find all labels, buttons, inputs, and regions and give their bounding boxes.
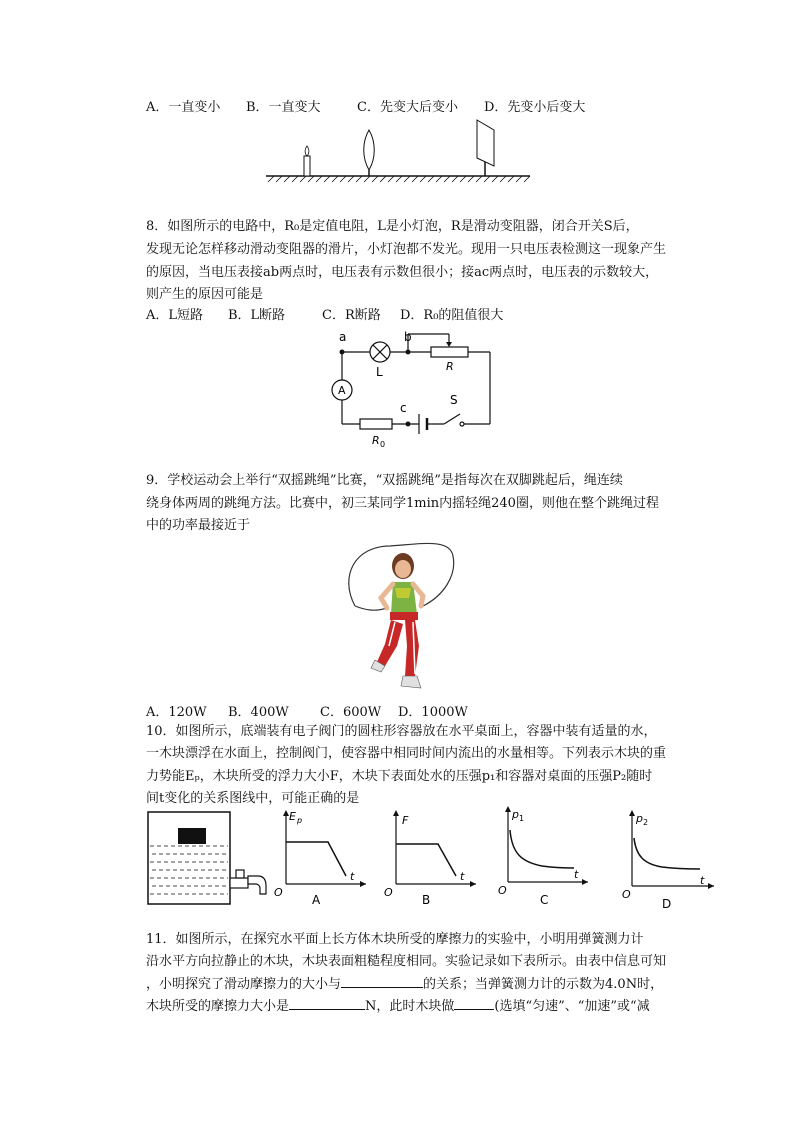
label-c: c — [400, 401, 407, 415]
container-valve-figure — [146, 810, 268, 910]
label-r: R — [446, 360, 454, 373]
q10-line-2: 一木块漂浮在水面上，控制阀门，使容器中相同时间内流出的水量相等。下列表示木块的重 — [146, 746, 667, 761]
q10-line-3: 力势能Eₚ，木块所受的浮力大小F，木块下表面处水的压强p₁和容器对桌面的压强P₂随时 — [146, 769, 653, 784]
circuit-diagram — [318, 326, 500, 448]
graph-b — [382, 806, 482, 910]
graph-d-ylabel: p — [636, 812, 643, 825]
q9-option-b: B．400W — [228, 705, 289, 720]
q7-option-c: C．先变大后变小 — [357, 100, 458, 115]
lamp-icon — [370, 342, 390, 362]
convex-lens-icon — [364, 130, 375, 176]
graph-c — [498, 802, 598, 906]
q11-line-4-mid: N，此时木块做 — [365, 999, 455, 1014]
q11-line-3-start: ，小明探究了滑动摩擦力的大小与 — [146, 977, 342, 992]
graph-c-caption: C — [540, 893, 549, 906]
q8-option-d: D．R₀的阻值很大 — [400, 308, 504, 323]
rope-jumper-illustration — [335, 536, 465, 696]
answer-blank-1[interactable] — [341, 975, 423, 988]
label-r0: R — [372, 434, 380, 447]
node-a — [340, 350, 345, 355]
graph-d-origin: O — [622, 888, 631, 901]
p2-curve — [634, 838, 700, 869]
q7-option-d: D．先变小后变大 — [484, 100, 586, 115]
graph-b-xlabel: t — [460, 870, 465, 883]
graph-d-caption: D — [662, 897, 672, 910]
graph-c-ylabel: p — [512, 808, 519, 821]
ground-hatch — [268, 176, 530, 182]
wood-block — [178, 828, 206, 844]
candle-icon — [304, 146, 310, 176]
q11-line-4-end: (选填“匀速”、“加速”或“减 — [494, 999, 650, 1014]
p1-curve — [510, 830, 574, 868]
graph-b-caption: B — [422, 893, 431, 907]
q7-option-a: A．一直变小 — [146, 100, 221, 115]
screen-icon — [477, 120, 494, 176]
q11-line-3 — [146, 975, 676, 995]
q10-line-1: 10．如图所示，底端装有电子阀门的圆柱形容器放在水平桌面上，容器中装有适量的水， — [146, 724, 657, 739]
graph-b-origin: O — [384, 886, 393, 899]
q8-line-3: 的原因，当电压表接ab两点时，电压表有示数但很小；接ac两点时，电压表的示数较大， — [146, 265, 659, 280]
q11-line-2: 沿水平方向拉静止的木块，木块表面粗糙程度相同。实验记录如下表所示。由表中信息可知 — [146, 954, 667, 969]
graph-b-ylabel: F — [402, 814, 409, 827]
graph-a-origin: O — [274, 886, 283, 899]
q9-line-2: 绕身体两周的跳绳方法。比赛中，初三某同学1min内摇轻绳240圈，则他在整个跳绳过程 — [146, 496, 659, 511]
graph-a — [272, 806, 372, 910]
q8-option-a: A．L短路 — [146, 308, 204, 323]
label-ammeter: A — [338, 384, 346, 397]
faucet-icon — [230, 870, 266, 894]
q11-line-1: 11．如图所示，在探究水平面上长方体木块所受的摩擦力的实验中，小明用弹簧测力计 — [146, 932, 644, 947]
graph-c-origin: O — [498, 884, 507, 897]
q10-line-4: 间t变化的关系图线中，可能正确的是 — [146, 791, 360, 806]
answer-blank-2[interactable] — [289, 997, 365, 1010]
q11-line-4-start: 木块所受的摩擦力大小是 — [146, 999, 290, 1014]
q7-option-b: B．一直变大 — [246, 100, 321, 115]
q9-option-c: C．600W — [320, 705, 382, 720]
answer-blank-3[interactable] — [454, 997, 494, 1010]
graph-d-xlabel: t — [700, 874, 705, 887]
q8-option-b: B．L断路 — [228, 308, 286, 323]
q9-line-3: 中的功率最接近于 — [146, 518, 251, 533]
graph-a-caption: A — [312, 893, 321, 907]
label-s: S — [450, 393, 458, 407]
q8-line-2: 发现无论怎样移动滑动变阻器的滑片，小灯泡都不发光。现用一只电压表检测这一现象产生 — [146, 242, 667, 257]
q8-option-c: C．R断路 — [322, 308, 381, 323]
q9-line-1: 9．学校运动会上举行“双摇跳绳”比赛，“双摇跳绳”是指每次在双脚跳起后，绳连续 — [146, 473, 623, 488]
graph-d — [622, 806, 722, 910]
graph-a-xlabel: t — [350, 870, 355, 883]
q8-line-4: 则产生的原因可能是 — [146, 287, 264, 302]
q11-line-4 — [146, 997, 676, 1017]
node-c — [406, 422, 411, 427]
optics-bench-figure — [262, 118, 534, 188]
node-b — [406, 350, 411, 355]
graph-a-ysub: p — [297, 816, 303, 825]
q9-option-d: D．1000W — [398, 705, 468, 720]
q11-line-3-end: 的关系；当弹簧测力计的示数为4.0N时， — [423, 977, 664, 992]
f-curve — [396, 844, 456, 876]
graph-d-ysub: 2 — [643, 818, 649, 827]
switch-icon — [444, 414, 464, 426]
graph-c-ysub: 1 — [519, 814, 525, 823]
battery-icon — [419, 414, 427, 434]
resistor-r0 — [360, 419, 392, 429]
slider-arrow-icon — [446, 342, 452, 347]
graph-c-xlabel: t — [574, 868, 579, 881]
label-a: a — [339, 330, 347, 344]
q9-option-a: A．120W — [146, 705, 207, 720]
label-r0-sub: 0 — [380, 440, 386, 448]
graph-a-ylabel: E — [289, 810, 296, 823]
rheostat-r — [431, 347, 468, 357]
label-l: L — [376, 365, 383, 379]
ep-curve — [286, 842, 346, 876]
label-b: b — [404, 330, 412, 344]
q8-line-1: 8．如图所示的电路中，R₀是定值电阻，L是小灯泡，R是滑动变阻器，闭合开关S后， — [146, 219, 639, 234]
